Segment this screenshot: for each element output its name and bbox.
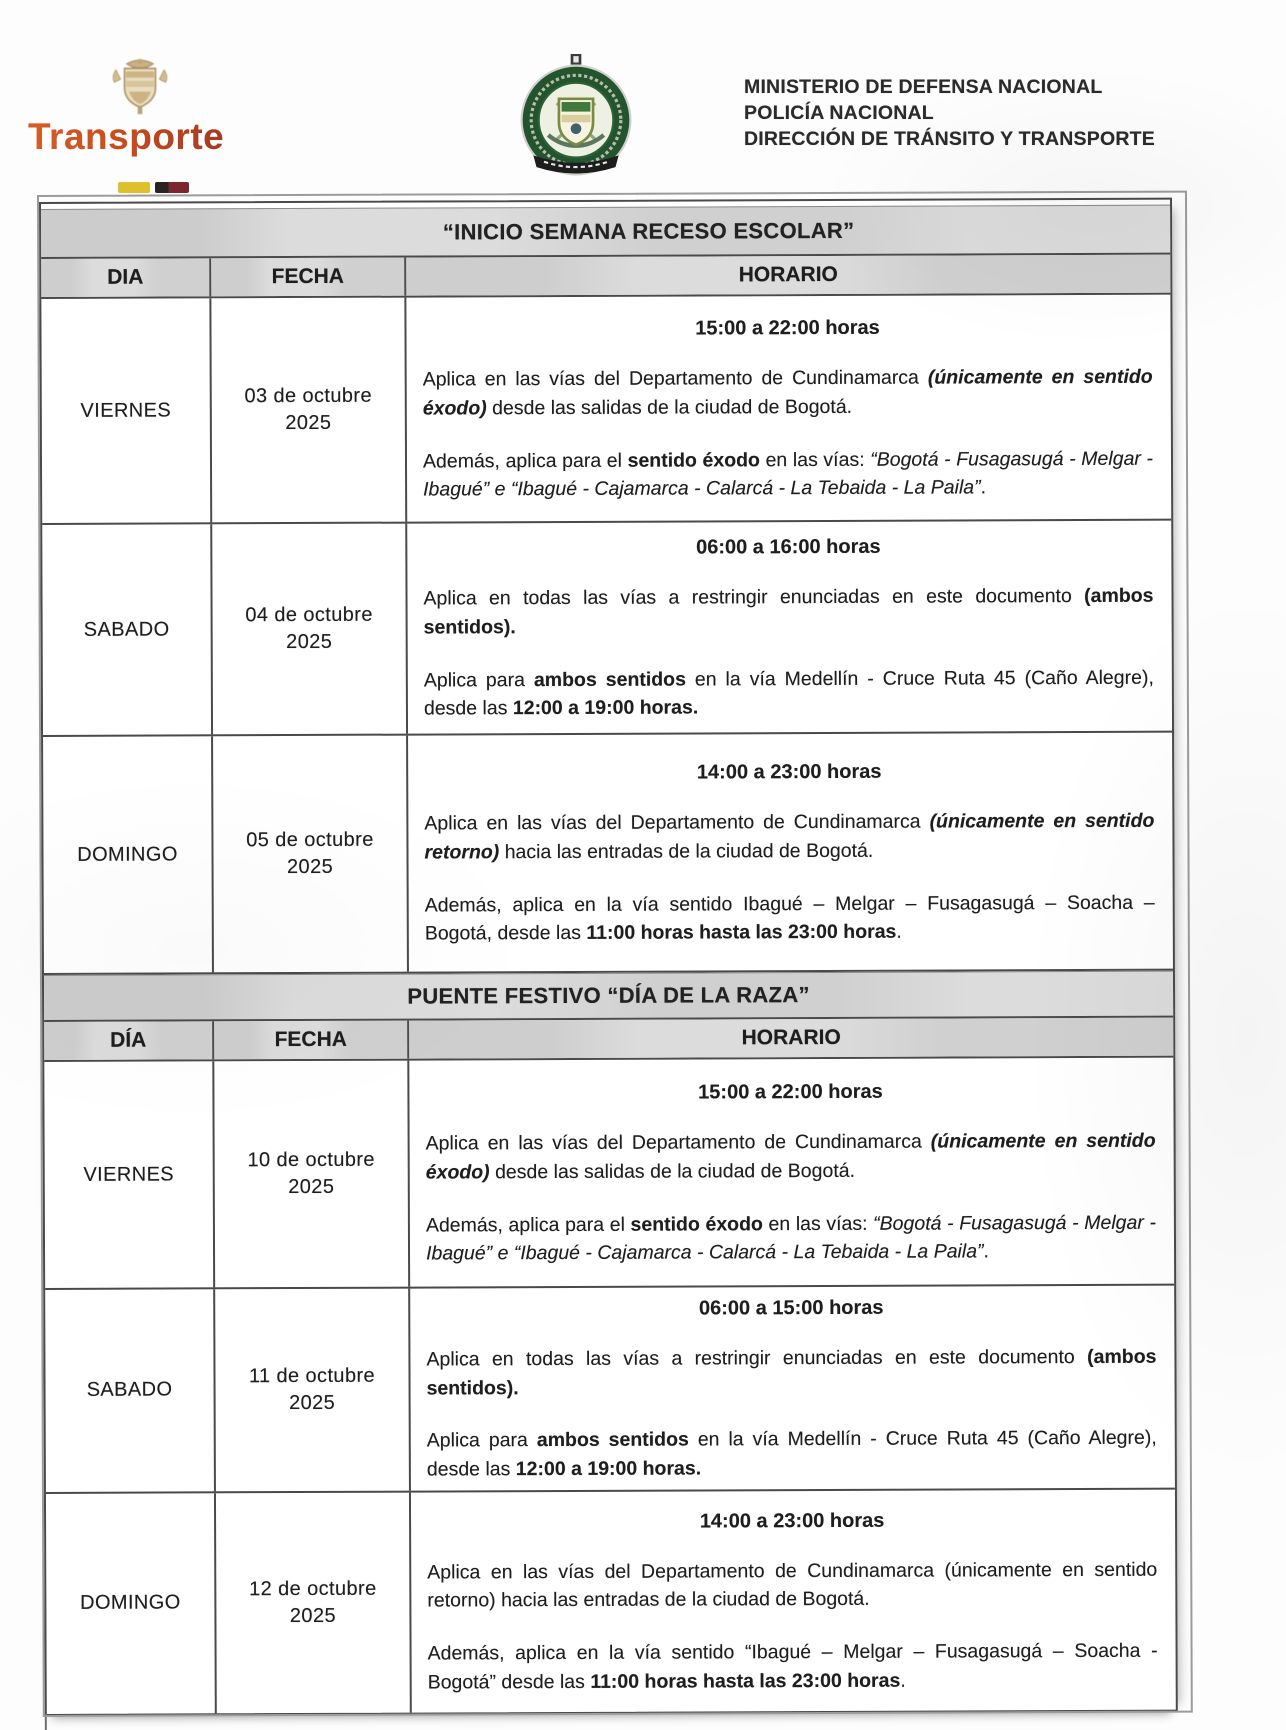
day-cell: SABADO (45, 1289, 216, 1491)
text-segment: 11:00 horas hasta las 23:00 horas (586, 920, 897, 945)
policia-nacional-crest-icon (512, 54, 640, 182)
horario-cell (408, 733, 1173, 972)
restriction-paragraph (427, 1556, 1157, 1616)
column-header-row (41, 255, 1170, 299)
text-segment: (ambos sentidos). (426, 1345, 1157, 1400)
ministry-line-1: MINISTERIO DE DEFENSA NACIONAL (744, 76, 1103, 98)
column-header-horario: HORARIO (409, 1018, 1173, 1059)
text-segment: Aplica en las vías del Departamento de Cundinamarca (únicamente en sentido retorno) hacia las entradas de la ciudad de Bogotá. (427, 1558, 1158, 1612)
column-header-fecha: FECHA (211, 258, 406, 297)
day-cell: DOMINGO (43, 736, 214, 973)
date-line: 12 de octubre (249, 1577, 377, 1600)
text-segment: Además, aplica para el (425, 1213, 631, 1237)
text-segment: . (900, 1669, 906, 1692)
date-cell (215, 1289, 411, 1491)
restriction-paragraph (424, 807, 1154, 867)
horario-cell (409, 1058, 1174, 1287)
text-segment: (únicamente en sentido retorno) (424, 809, 1155, 864)
text-segment: “Bogotá - Fusagasugá - Melgar - Ibagué” e “Ibagué - Cajamarca - Calarcá - La Tebaida - La Paila” (425, 1211, 1156, 1265)
text-segment: en las vías: (762, 1212, 874, 1235)
date-line: 2025 (289, 1604, 337, 1627)
text-segment: 12:00 a 19:00 horas. (512, 696, 699, 720)
day-cell: VIERNES (41, 298, 212, 523)
table-row (45, 1286, 1175, 1494)
horario-cell (411, 1489, 1176, 1712)
text-segment: Además, aplica para el (422, 449, 628, 473)
date-line: 05 de octubre (246, 828, 374, 852)
colombia-flag-bar (118, 182, 189, 193)
restriction-tables-frame (39, 198, 1178, 1716)
day-cell: VIERNES (44, 1061, 215, 1288)
text-segment: sentido éxodo (627, 448, 760, 472)
text-segment: (únicamente en sentido éxodo) (422, 365, 1153, 420)
date-line: 11 de octubre (248, 1364, 376, 1388)
restriction-paragraph (426, 1208, 1156, 1268)
text-segment: Aplica para (423, 668, 534, 692)
text-segment: Aplica en las vías del Departamento de Cundinamarca (424, 810, 930, 835)
table-inicio-semana-receso-escolar (41, 205, 1173, 975)
text-segment: en la vía Medellín - Cruce Ruta 45 (Caño Alegre), desde las (423, 666, 1154, 720)
restriction-paragraph (423, 582, 1153, 642)
text-segment: (ambos sentidos). (423, 584, 1154, 639)
text-segment: Además, aplica en la vía sentido Ibagué – Melgar – Fusagasugá – Soacha – Bogotá, desde las (424, 891, 1155, 945)
text-segment: hacia las entradas de la ciudad de Bogotá. (499, 839, 874, 864)
date-cell (214, 1061, 410, 1288)
restriction-paragraph (427, 1424, 1157, 1484)
text-segment: ambos sentidos (533, 668, 686, 691)
column-header-fecha: FECHA (214, 1021, 409, 1060)
date-line: 2025 (288, 1175, 335, 1199)
colombia-coat-of-arms-icon (100, 56, 180, 118)
column-header-row (44, 1018, 1173, 1062)
date-cell (216, 1492, 412, 1713)
date-cell (211, 298, 407, 523)
text-segment: en las vías: (759, 448, 871, 471)
flag-yellow-segment (118, 182, 150, 193)
table-row (44, 1058, 1174, 1290)
restriction-paragraph (423, 444, 1153, 504)
restriction-paragraph (426, 1127, 1156, 1187)
restriction-paragraph (425, 888, 1155, 948)
table-row (46, 1489, 1176, 1713)
text-segment: . (980, 476, 987, 499)
section-title: “INICIO SEMANA RECESO ESCOLAR” (41, 205, 1170, 259)
text-segment: . (983, 1240, 990, 1263)
table-row (43, 733, 1173, 975)
column-header-dia: DÍA (44, 1021, 214, 1060)
text-segment: Aplica para (426, 1429, 537, 1452)
text-segment: Aplica en las vías del Departamento de Cundinamarca (422, 366, 928, 391)
text-segment: en la vía Medellín - Cruce Ruta 45 (Caño Alegre), desde las (426, 1427, 1157, 1481)
horario-cell (407, 521, 1172, 734)
date-cell (213, 736, 409, 973)
horario-cell (406, 295, 1171, 522)
restriction-paragraph (423, 363, 1153, 423)
text-segment: 12:00 a 19:00 horas. (515, 1457, 702, 1481)
text-segment: Aplica en todas las vías a restringir enunciadas en este documento (426, 1345, 1088, 1371)
restriction-paragraph (428, 1637, 1158, 1697)
text-segment: (únicamente en sentido éxodo) (425, 1129, 1156, 1184)
flag-red-segment (155, 182, 189, 193)
time-range-heading: 15:00 a 22:00 horas (698, 1080, 883, 1104)
section-title: PUENTE FESTIVO “DÍA DE LA RAZA” (44, 971, 1173, 1022)
ministry-line-3: DIRECCIÓN DE TRÁNSITO Y TRANSPORTE (744, 128, 1155, 151)
date-line: 03 de octubre (244, 384, 373, 408)
time-range-heading: 06:00 a 15:00 horas (698, 1296, 884, 1320)
table-row (41, 295, 1171, 525)
ministry-heading (744, 74, 1174, 152)
text-segment: Aplica en todas las vías a restringir enunciadas en este documento (423, 585, 1085, 610)
restriction-paragraph (426, 1343, 1156, 1403)
ministry-line-2: POLICÍA NACIONAL (744, 102, 934, 125)
day-cell: SABADO (42, 524, 213, 735)
text-segment: 11:00 horas hasta las 23:00 horas (590, 1669, 901, 1693)
time-range-heading: 06:00 a 16:00 horas (696, 535, 881, 559)
text-segment: ambos sentidos (536, 1428, 689, 1452)
date-line: 2025 (286, 855, 334, 879)
time-range-heading: 15:00 a 22:00 horas (695, 316, 880, 340)
transporte-logo: Transporte (28, 116, 258, 158)
restriction-paragraph (424, 663, 1154, 723)
table-puente-festivo-dia-de-la-raza (44, 971, 1176, 1714)
date-line: 2025 (286, 630, 333, 654)
day-cell: DOMINGO (46, 1493, 217, 1714)
column-header-horario: HORARIO (406, 255, 1170, 296)
column-header-dia: DIA (41, 258, 211, 297)
text-segment: Además, aplica en la vía sentido “Ibagué – Melgar – Fusagasugá – Soacha - Bogotá” desde las (427, 1639, 1158, 1694)
table-row (42, 521, 1172, 737)
text-segment: Aplica en las vías del Departamento de Cundinamarca (425, 1130, 931, 1155)
date-line: 2025 (289, 1391, 336, 1414)
time-range-heading: 14:00 a 23:00 horas (699, 1509, 885, 1533)
text-segment: . (896, 920, 902, 943)
text-segment: desde las salidas de la ciudad de Bogotá. (489, 1159, 856, 1184)
date-cell (212, 524, 408, 735)
date-line: 10 de octubre (247, 1148, 375, 1172)
horario-cell (410, 1286, 1175, 1491)
text-segment: sentido éxodo (630, 1212, 763, 1236)
text-segment: “Bogotá - Fusagasugá - Melgar - Ibagué” e “Ibagué - Cajamarca - Calarcá - La Tebaida - La Paila” (423, 447, 1154, 501)
text-segment: desde las salidas de la ciudad de Bogotá. (486, 395, 853, 420)
document-header (0, 0, 1286, 200)
date-line: 04 de octubre (245, 603, 373, 627)
date-line: 2025 (285, 411, 332, 435)
time-range-heading: 14:00 a 23:00 horas (696, 760, 882, 784)
